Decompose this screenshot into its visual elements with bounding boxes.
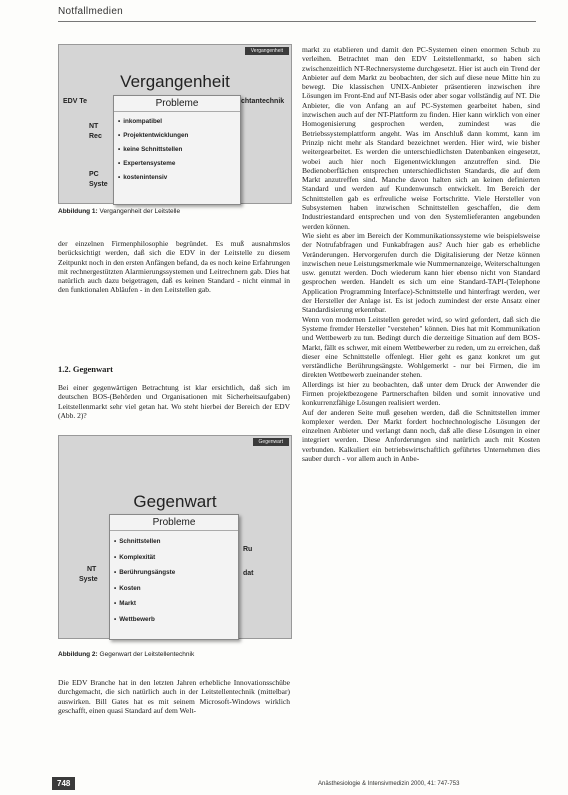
list-item: • Markt	[114, 596, 234, 612]
list-item: • kostenintensiv	[118, 171, 236, 185]
figure-1-side-left-1: EDV Te	[63, 98, 87, 105]
list-item: • keine Schnittstellen	[118, 143, 236, 157]
figure-1-tag: Vergangenheit	[245, 47, 289, 55]
running-header: Notfallmedien	[58, 6, 124, 17]
figure-2-side-right-1: Ru	[243, 546, 253, 553]
figure-1-side-left-4: PC	[89, 171, 99, 178]
figure-2	[58, 435, 292, 639]
paragraph: Bei einer gegenwärtigen Betrachtung ist klar ersichtlich, daß sich im deutschen BOS-(Behörden und Organisationen mit Sicherheitsaufgaben) Leitstellenmarkt sehr viel getan hat. Wo steht hierbei der Bereich der EDV (Abb. 2)?	[58, 383, 290, 420]
list-item: • Kosten	[114, 581, 234, 597]
figure-1-side-left-3: Rec	[89, 133, 102, 140]
header-rule	[58, 21, 536, 22]
paragraph: markt zu etablieren und damit den PC-Systemen einen enormen Schub zu verleihen. Betrachtet man den EDV Leitstellenmarkt, so haben sich zwischenzeitlich NT-Rechnersysteme durchgesetzt. Hier ist auch ein Trend der Anbieter auf dem Markt zu beobachten, der sich auf diese neue Mitte hin zu bewegt. Die klassischen UNIX-Anbieter präsentieren inzwischen ihre Lösungen im Front-End auf NT-Basis oder aber sogar vollständig auf NT. Die Anbieter, die von Anfang an auf PC-Systemen gearbeitet haben, sind inzwischen auch auf der NT-Plattform zu finden. Hier kann wirklich von einer Homogenisierung gesprochen werden, zumindest was die Betriebssystemplattform angeht. Was im Anschluß dann kommt, kann im Prinzip nicht mehr als Standard bezeichnet werden. Hier wird, wie bisher weitergearbeitet. Es werden die unterschiedlichsten Datenbanken eingesetzt, wobei auch hier noch Eigenentwicklungen anzutreffen sind. Die Bedienoberflächen entsprechen unterschiedlichsten Standards, die auf dem Markt anzutreffen sind. Manche davon halten sich an keinen definierten Standard und werden auf Kundenwunsch entwickelt. Im Bereich der Schnittstellen gab es erfreuliche weise Fortschritte. Viele Hersteller von Subsystemen haben inzwischen Schnittstellen geschaffen, die dem Industriestandard entsprechen und von den Systemlieferanten angebunden werden können.	[302, 45, 540, 231]
right-column-text	[302, 45, 540, 463]
figure-1-title: Vergangenheit	[120, 72, 230, 91]
paragraph: Die EDV Branche hat in den letzten Jahren erhebliche Innovationsschübe durchgemacht, die sich natürlich auch in der Leitstellentechnik (mittelbar) auswirken. Bill Gates hat es mit seinem Microsoft-Windows wirklich geschafft, einen quasi Standard auf dem Welt-	[58, 678, 290, 715]
paragraph: Allerdings ist hier zu beobachten, daß unter dem Druck der Anwender die Firmen projektbezogene Partnerschaften bilden und somit innovative und konkurrenzfähige Lösungen realisiert werden.	[302, 379, 540, 408]
figure-1-side-left-2: NT	[89, 123, 99, 130]
left-column-text-b	[58, 383, 290, 420]
figure-2-tag: Gegenwart	[253, 438, 289, 446]
figure-2-side-left-1: NT	[87, 566, 97, 573]
figure-1	[58, 44, 292, 204]
list-item: • Berührungsängste	[114, 565, 234, 581]
left-column-text-c	[58, 678, 290, 715]
figure-2-problem-box	[109, 514, 239, 640]
figure-2-caption-label: Abbildung 2:	[58, 651, 98, 658]
list-item: • Komplexität	[114, 550, 234, 566]
journal-citation: Anästhesiologie & Intensivmedizin 2000, 41: 747-753	[318, 781, 460, 787]
figure-1-side-right-1: chtantechnik	[241, 98, 285, 105]
figure-2-side-left-2: Syste	[79, 576, 98, 583]
figure-1-side-left-5: Syste	[89, 181, 108, 188]
figure-1-caption-label: Abbildung 1:	[58, 208, 98, 215]
section-heading: 1.2. Gegenwart	[58, 364, 114, 374]
figure-2-side-right-2: dat	[243, 570, 254, 577]
paragraph: Wenn von modernen Leitstellen geredet wird, so wird gefordert, daß sich die Systeme fremder Hersteller "verstehen" können. Dies hat mit Kommunikation und Wettbewerb zu tun. Bedingt durch die derzeitige Situation auf dem BOS-Markt, fällt es schwer, mit einem Wettbewerber zu reden, um zu erreichen, daß dieser eine Schnittstelle offenlegt. Hier geht es ganz konkret um gut verständliche Berührungsängste. Wohlgemerkt - nur bei Firmen, die im direkten Wettbewerb zueinander stehen.	[302, 314, 540, 380]
figure-1-problem-box	[113, 95, 241, 205]
figure-2-caption-text: Gegenwart der Leitstellentechnik	[99, 651, 195, 658]
figure-2-problem-list	[110, 534, 238, 627]
paragraph: der einzelnen Firmenphilosophie begründet. Es muß ausnahmslos berücksichtigt werden, daß sich die EDV in der Leitstelle zu diesem Zeitpunkt noch in den ersten Anfängen befand, da es noch keine Erfahrungen mit rechnergestützten Alarmierungssystemen und Leitrechnern gab. Dies hat natürlich auch dazu beigetragen, daß es keinen Standard - nicht einmal in den funktionalen Abläufen - in den Leitstellen gab.	[58, 239, 291, 295]
paragraph: Wie sieht es aber im Bereich der Kommunikationssysteme wie beispielsweise der Notrufabfragen und Funkabfragen aus? Auch hier gab es erhebliche Veränderungen. Hervorgerufen durch die Digitalisierung der Netze können inzwischen neue Leistungsmerkmale wie Nummernanzeige, Weiterschaltungen usw. genutzt werden. Doch wiederum kann hier ebenso nicht von Standard gesprochen werden. Handelt es sich um eine Standard-TAPI-(Telephone Application Programming Interface)-Schnittstelle und hinterfragt werden, wer der Hersteller der Anlage ist. Es ist jedoch zumindest der erste Ansatz einer Standardisierung erkennbar.	[302, 230, 540, 315]
list-item: • Schnittstellen	[114, 534, 234, 550]
list-item: • inkompatibel	[118, 115, 236, 129]
page-number: 748	[52, 777, 75, 790]
figure-2-caption	[58, 651, 194, 658]
figure-1-caption	[58, 208, 180, 215]
figure-1-problem-list	[114, 115, 240, 185]
paragraph: Auf der anderen Seite muß gesehen werden, daß die Schnittstellen immer komplexer werden. Der Markt fordert hochtechnologische Lösungen der einzelnen Anbieter und verlangt dann noch, daß alle diese Lösungen in einer integriert werden. Diese Anforderungen sind natürlich auch mit Kosten verbunden. Kalkuliert ein betriebswirtschaftlich geführtes Unternehmen dies sauber durch - vor allem auch in Anbe-	[302, 407, 540, 464]
figure-1-caption-text: Vergangenheit der Leitstelle	[99, 208, 181, 215]
figure-2-problem-heading: Probleme	[110, 517, 238, 531]
list-item: • Wettbewerb	[114, 612, 234, 628]
left-column-text-a	[58, 239, 290, 295]
list-item: • Expertensysteme	[118, 157, 236, 171]
figure-2-title: Gegenwart	[133, 492, 217, 511]
list-item: • Projektentwicklungen	[118, 129, 236, 143]
figure-1-problem-heading: Probleme	[114, 98, 240, 112]
